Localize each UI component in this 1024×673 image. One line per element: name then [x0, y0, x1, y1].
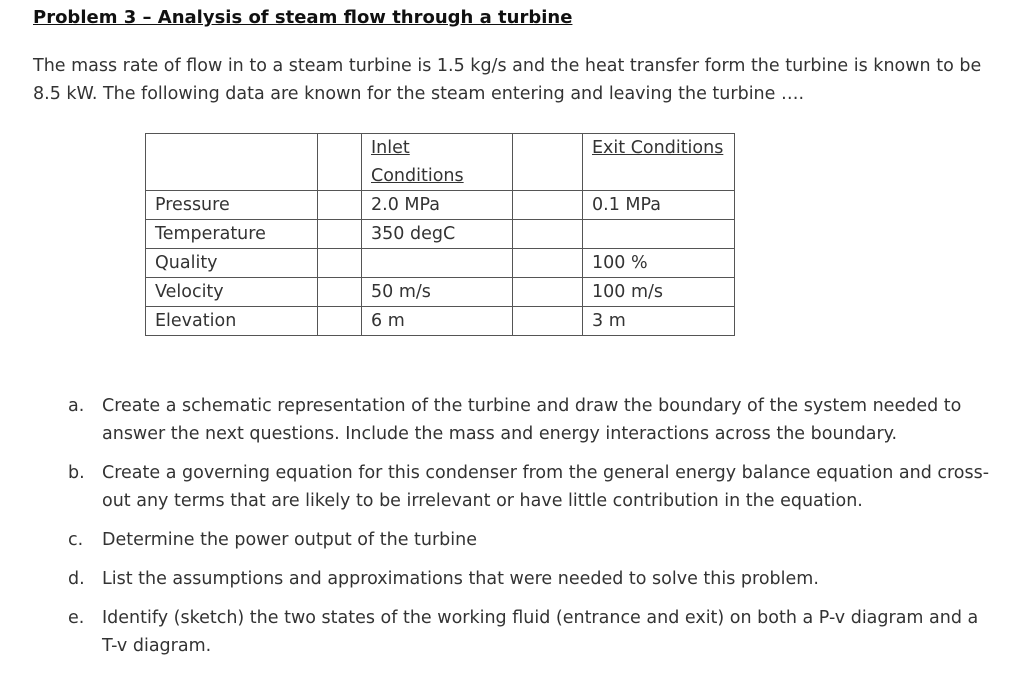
header-cell-label — [146, 134, 318, 191]
row-label: Temperature — [146, 220, 318, 249]
table-row — [146, 249, 735, 278]
row-inlet-value: 6 m — [362, 307, 513, 336]
problem-title: Problem 3 – Analysis of steam flow through a turbine — [33, 7, 573, 28]
row-spacer — [318, 278, 362, 307]
question-item — [68, 392, 998, 448]
row-exit-value: 0.1 MPa — [583, 191, 735, 220]
row-spacer — [318, 220, 362, 249]
header-cell-spacer-1 — [318, 134, 362, 191]
question-text: Create a governing equation for this condenser from the general energy balance equation and cross-out any terms that are likely to be irrelevant or have little contribution in the equation. — [102, 463, 990, 511]
question-marker: a. — [68, 396, 85, 416]
row-exit-value: 3 m — [583, 307, 735, 336]
question-item — [68, 526, 998, 554]
question-text: Identify (sketch) the two states of the working fluid (entrance and exit) on both a P-v diagram and a T-v diagram. — [102, 608, 979, 656]
row-label: Velocity — [146, 278, 318, 307]
row-spacer — [513, 191, 583, 220]
question-text: Determine the power output of the turbine — [102, 530, 477, 550]
table-header-row — [146, 134, 735, 191]
question-text: List the assumptions and approximations that were needed to solve this problem. — [102, 569, 819, 589]
table-row — [146, 191, 735, 220]
row-label: Quality — [146, 249, 318, 278]
row-spacer — [513, 220, 583, 249]
question-item — [68, 565, 998, 593]
row-inlet-value — [362, 249, 513, 278]
question-item — [68, 459, 998, 515]
row-spacer — [318, 191, 362, 220]
row-label: Pressure — [146, 191, 318, 220]
question-list — [68, 392, 998, 671]
question-marker: b. — [68, 463, 85, 483]
question-item — [68, 604, 998, 660]
header-cell-exit: Exit Conditions — [583, 134, 735, 191]
row-inlet-value: 350 degC — [362, 220, 513, 249]
question-marker: d. — [68, 569, 85, 589]
question-text: Create a schematic representation of the turbine and draw the boundary of the system needed to answer the next questions. Include the mass and energy interactions across the boundary. — [102, 396, 962, 444]
row-inlet-value: 2.0 MPa — [362, 191, 513, 220]
table-row — [146, 307, 735, 336]
header-cell-inlet: Inlet Conditions — [362, 134, 513, 191]
row-spacer — [318, 249, 362, 278]
row-spacer — [513, 307, 583, 336]
table-row — [146, 220, 735, 249]
row-spacer — [513, 249, 583, 278]
row-exit-value — [583, 220, 735, 249]
question-marker: e. — [68, 608, 85, 628]
header-cell-spacer-2 — [513, 134, 583, 191]
row-inlet-value: 50 m/s — [362, 278, 513, 307]
steam-conditions-table — [145, 133, 735, 336]
row-exit-value: 100 m/s — [583, 278, 735, 307]
row-label: Elevation — [146, 307, 318, 336]
problem-intro: The mass rate of flow in to a steam turbine is 1.5 kg/s and the heat transfer form the turbine is known to be 8.5 kW. The following data are known for the steam entering and leaving the turbine …. — [33, 56, 982, 104]
question-marker: c. — [68, 530, 84, 550]
row-exit-value: 100 % — [583, 249, 735, 278]
table-row — [146, 278, 735, 307]
row-spacer — [318, 307, 362, 336]
row-spacer — [513, 278, 583, 307]
